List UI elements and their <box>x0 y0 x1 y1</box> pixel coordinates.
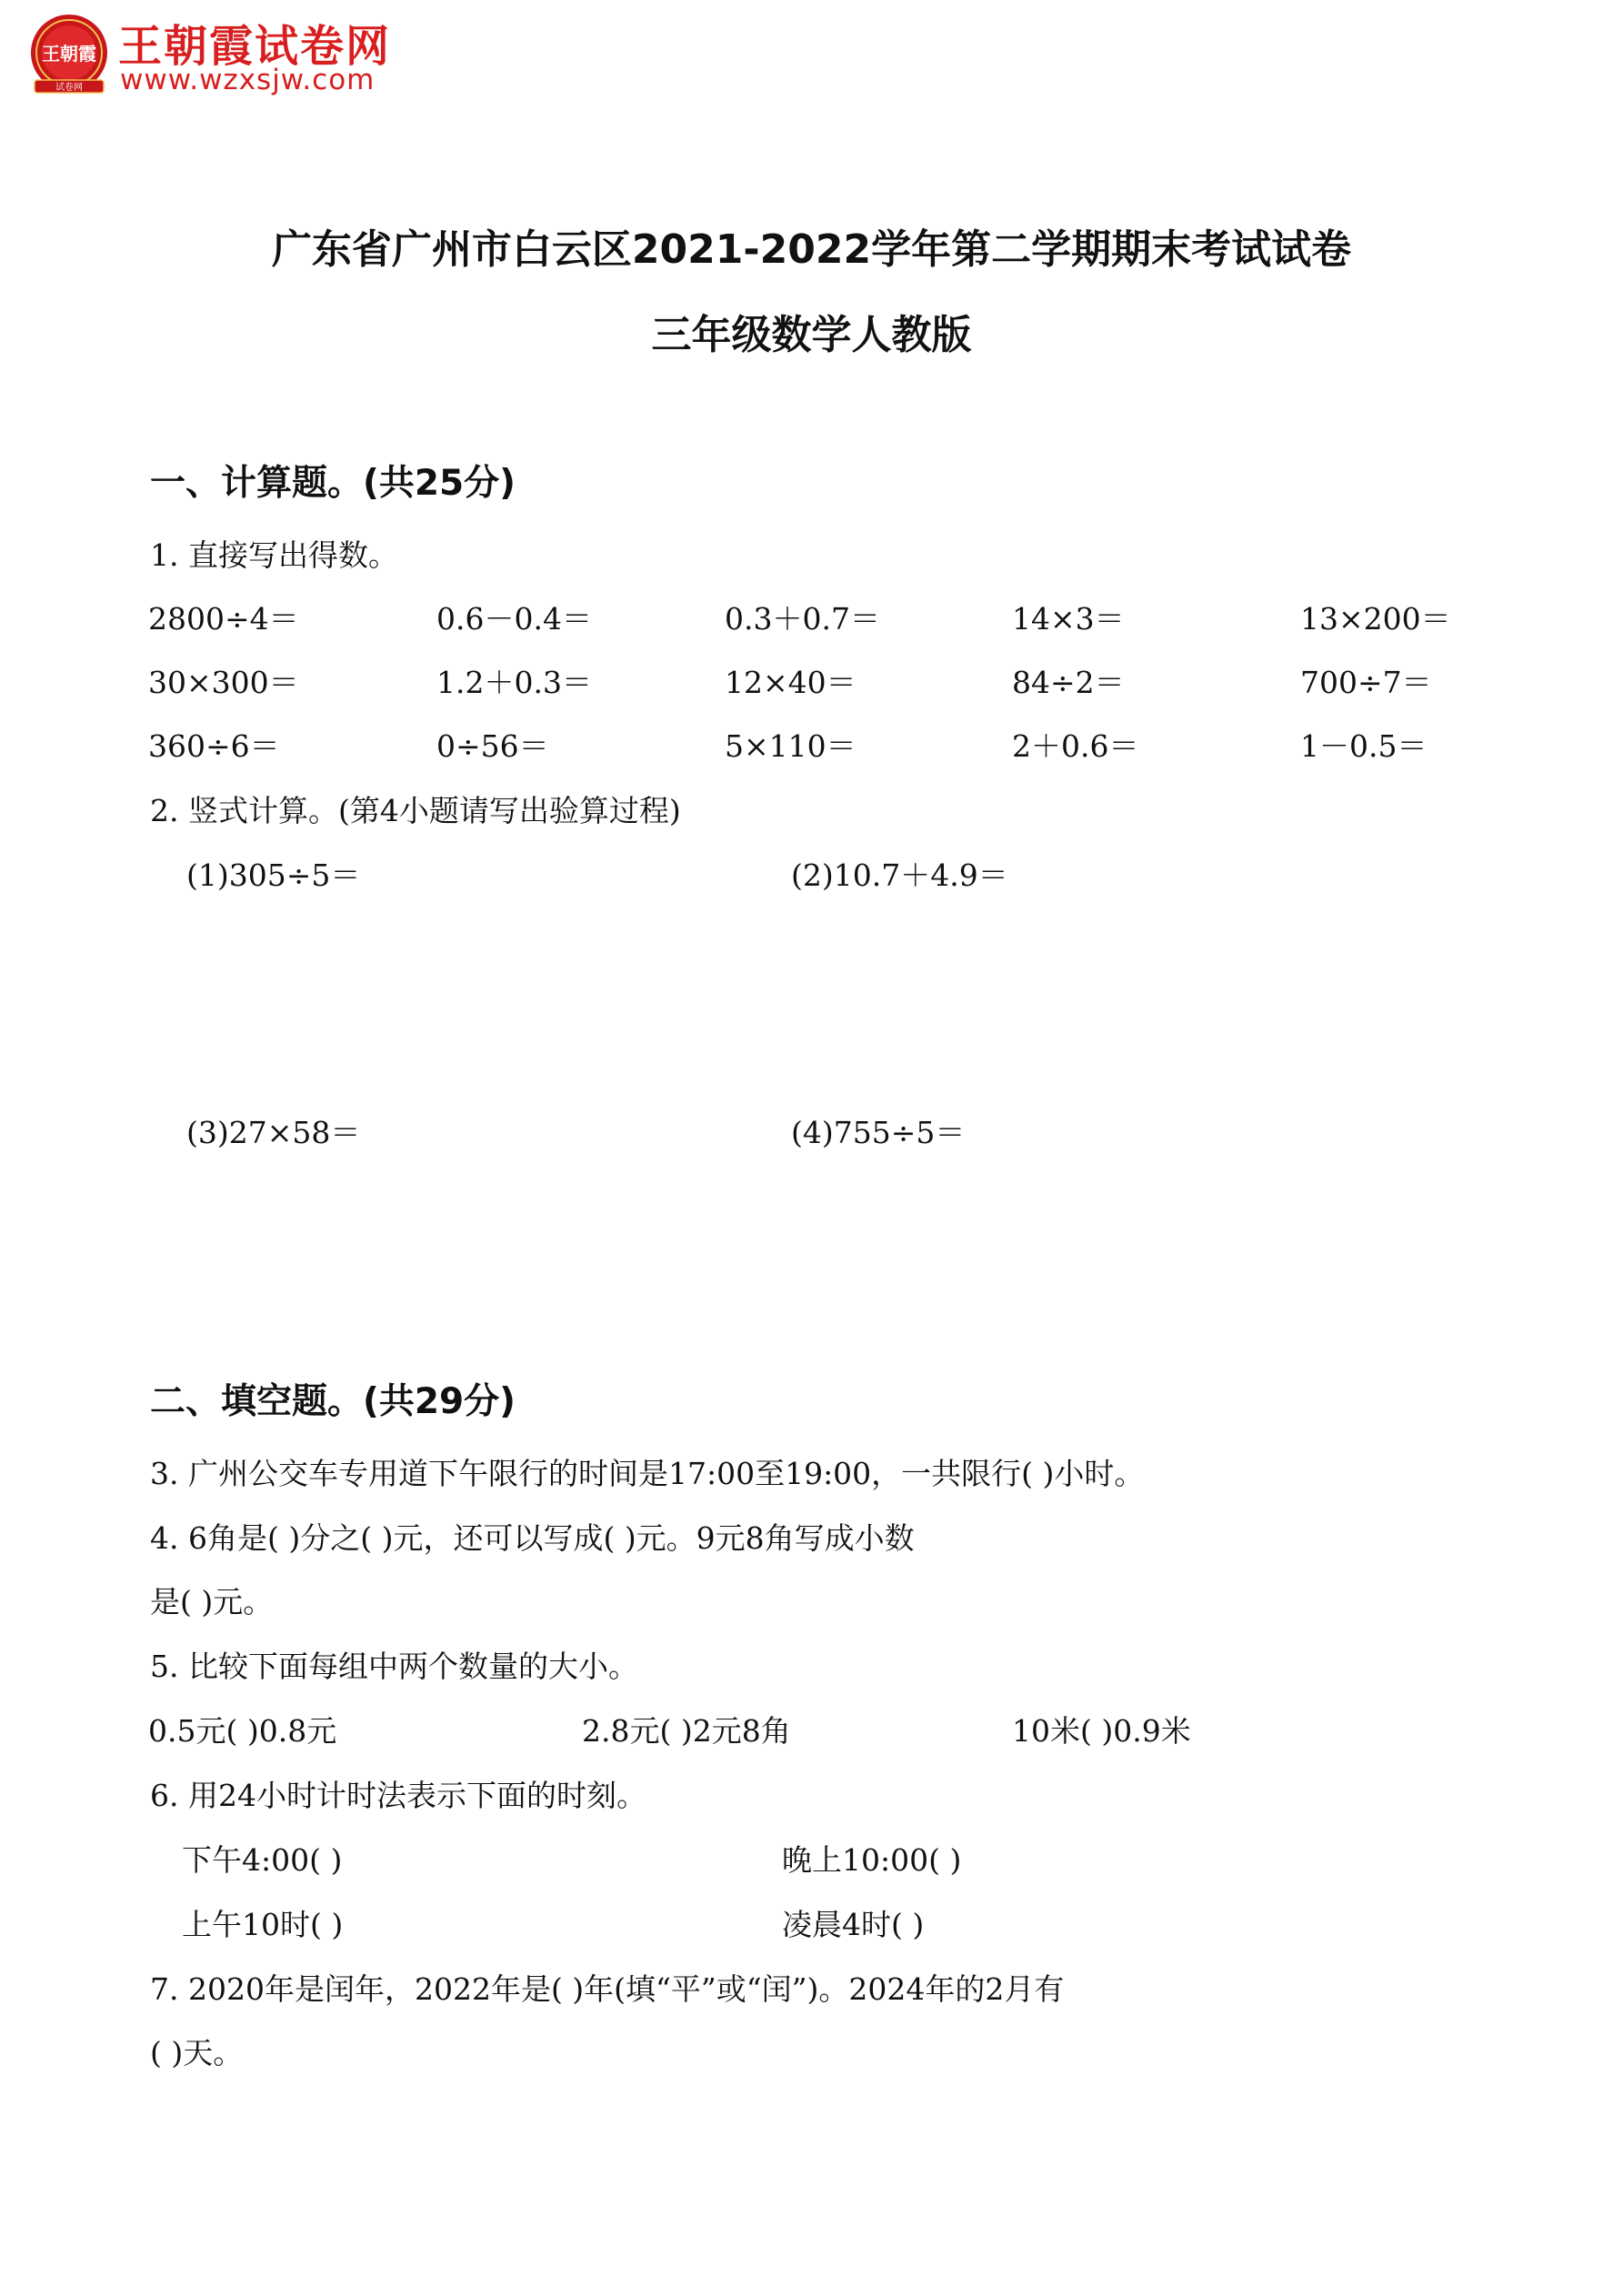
math-item: 0.6－0.4＝ <box>436 601 592 637</box>
math-item: 1.2＋0.3＝ <box>436 665 592 700</box>
exam-subtitle: 三年级数学人教版 <box>651 312 972 358</box>
math-item: 360÷6＝ <box>148 728 280 764</box>
question-4-line1: 4. 6角是( )分之( )元，还可以写成( )元。9元8角写成小数 <box>150 1520 915 1556</box>
math-item: 700÷7＝ <box>1300 665 1432 700</box>
time-item: 上午10时( ) <box>182 1907 344 1942</box>
math-item: 0÷56＝ <box>436 728 549 764</box>
time-item: 下午4:00( ) <box>182 1842 343 1878</box>
math-item: 2800÷4＝ <box>148 601 299 637</box>
vertical-calc-item: (4)755÷5＝ <box>791 1115 966 1150</box>
math-item: 14×3＝ <box>1012 601 1125 637</box>
site-url: www.wzxsjw.com <box>120 64 376 96</box>
seal-emblem-icon <box>27 13 111 96</box>
emblem-ribbon: 试卷网 <box>55 83 83 93</box>
math-item: 0.3＋0.7＝ <box>725 601 880 637</box>
math-item: 12×40＝ <box>725 665 857 700</box>
vertical-calc-item: (1)305÷5＝ <box>186 857 361 893</box>
question-1-prompt: 1. 直接写出得数。 <box>150 537 398 573</box>
question-5-prompt: 5. 比较下面每组中两个数量的大小。 <box>150 1649 638 1684</box>
vertical-calc-item: (2)10.7＋4.9＝ <box>791 857 1008 893</box>
compare-item: 10米( )0.9米 <box>1012 1713 1191 1749</box>
exam-title: 广东省广州市白云区2021-2022学年第二学期期末考试试卷 <box>271 226 1352 273</box>
question-7-line2: ( )天。 <box>150 2035 244 2070</box>
compare-item: 0.5元( )0.8元 <box>148 1713 337 1749</box>
question-2-prompt: 2. 竖式计算。(第4小题请写出验算过程) <box>150 793 681 828</box>
emblem-text: 王朝霞 <box>42 43 96 65</box>
math-item: 1－0.5＝ <box>1300 728 1428 764</box>
math-item: 2＋0.6＝ <box>1012 728 1139 764</box>
math-item: 30×300＝ <box>148 665 299 700</box>
time-item: 凌晨4时( ) <box>782 1907 925 1942</box>
compare-item: 2.8元( )2元8角 <box>582 1713 791 1749</box>
section-heading-fill-blank: 二、填空题。(共29分) <box>150 1381 516 1422</box>
math-item: 13×200＝ <box>1300 601 1451 637</box>
question-4-line2: 是( )元。 <box>150 1584 274 1619</box>
time-item: 晚上10:00( ) <box>782 1842 962 1878</box>
section-heading-calculation: 一、计算题。(共25分) <box>150 463 516 504</box>
site-name: 王朝霞试卷网 <box>118 21 392 72</box>
question-6-prompt: 6. 用24小时计时法表示下面的时刻。 <box>150 1778 646 1813</box>
math-item: 84÷2＝ <box>1012 665 1125 700</box>
question-3: 3. 广州公交车专用道下午限行的时间是17:00至19:00，一共限行( )小时。 <box>150 1456 1145 1491</box>
question-7-line1: 7. 2020年是闰年，2022年是( )年(填“平”或“闰”)。2024年的2月有 <box>150 1971 1065 2007</box>
math-item: 5×110＝ <box>725 728 857 764</box>
vertical-calc-item: (3)27×58＝ <box>186 1115 361 1150</box>
